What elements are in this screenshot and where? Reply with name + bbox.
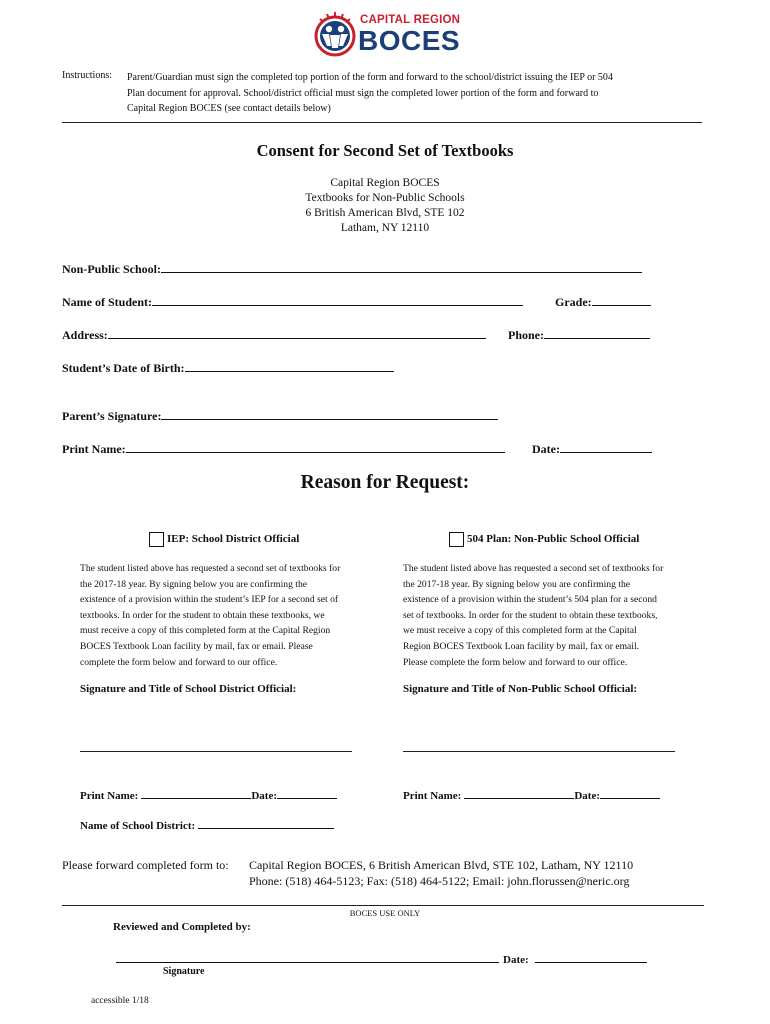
iep-checkbox-label: IEP: School District Official — [167, 533, 300, 545]
student-name-field[interactable] — [152, 293, 523, 306]
phone-label: Phone: — [508, 328, 544, 342]
iep-checkbox[interactable] — [149, 532, 164, 547]
phone-row — [508, 326, 650, 343]
non-public-school-row — [62, 260, 642, 277]
reviewed-completed-label: Reviewed and Completed by: — [113, 921, 251, 933]
paragraph-line: existence of a provision within the student’s IEP for a second set of — [80, 594, 339, 606]
non-public-school-field[interactable] — [161, 260, 642, 273]
reason-heading: Reason for Request: — [300, 472, 470, 493]
grade-row — [555, 293, 651, 310]
paragraph-line: the 2017-18 year. By signing below you are confirming the — [403, 578, 631, 590]
divider — [62, 905, 704, 906]
address-line: 6 British American Blvd, STE 102 — [305, 207, 465, 219]
paragraph-line: must receive a copy of this completed form at the Capital Region — [80, 625, 331, 637]
address-line: Latham, NY 12110 — [340, 222, 430, 234]
district-print-name-label: Print Name: — [80, 790, 139, 802]
parent-signature-label: Parent’s Signature: — [62, 409, 162, 423]
reviewer-signature-row — [116, 950, 647, 966]
dob-row — [62, 359, 394, 376]
date-field[interactable] — [560, 440, 652, 453]
forward-address: Capital Region BOCES, 6 British American Blvd, STE 102, Latham, NY 12110 — [249, 858, 634, 872]
reviewer-date-label: Date: — [503, 954, 529, 966]
504-plan-paragraph — [403, 561, 715, 670]
district-print-name-field[interactable] — [141, 786, 251, 799]
school-district-label: Name of School District: — [80, 820, 196, 832]
paragraph-line: complete the form below and forward to our office. — [80, 656, 278, 668]
print-name-field[interactable] — [126, 440, 505, 453]
paragraph-line: The student listed above has requested a second set of textbooks for — [403, 563, 664, 574]
print-name-label: Print Name: — [62, 442, 126, 456]
boces-use-only-label: BOCES USE ONLY — [349, 908, 421, 918]
instructions-text — [127, 70, 687, 117]
logo-people-icon — [312, 10, 358, 62]
print-name-row — [62, 440, 505, 457]
non-public-official-signature-title: Signature and Title of Non-Public School Official: — [403, 683, 638, 695]
student-name-row — [62, 293, 523, 310]
student-name-label: Name of Student: — [62, 295, 152, 309]
iep-paragraph — [80, 561, 392, 670]
instructions-label: Instructions: — [62, 70, 112, 81]
phone-field[interactable] — [544, 326, 650, 339]
reviewer-signature-caption: Signature — [163, 966, 205, 977]
address-field[interactable] — [108, 326, 486, 339]
paragraph-line: textbooks. In order for the student to obtain these textbooks, we — [80, 609, 325, 621]
date-row — [532, 440, 652, 457]
dob-field[interactable] — [185, 359, 394, 372]
dob-label: Student’s Date of Birth: — [62, 361, 185, 375]
paragraph-line: BOCES Textbook Loan facility by mail, fax or email. Please — [80, 640, 313, 652]
paragraph-line: Please complete the form below and forward to our office. — [403, 656, 628, 668]
non-public-school-label: Non-Public School: — [62, 262, 162, 276]
non-public-print-name-label: Print Name: — [403, 790, 462, 802]
district-official-signature-line[interactable] — [80, 751, 352, 752]
instructions-line: Plan document for approval. School/district official must sign the completed lower portion of the form and forward to — [127, 87, 599, 99]
forward-contact: Phone: (518) 464-5123; Fax: (518) 464-5122; Email: john.florussen@neric.org — [249, 874, 630, 888]
reviewer-date-field[interactable] — [535, 950, 647, 963]
school-district-row — [80, 816, 334, 832]
logo-text-capital-region: CAPITAL REGION — [360, 14, 461, 26]
divider — [62, 122, 702, 123]
parent-signature-row — [62, 407, 498, 424]
district-print-name-row — [80, 786, 337, 802]
footer-version: accessible 1/18 — [91, 996, 149, 1006]
form-title: Consent for Second Set of Textbooks — [256, 141, 514, 160]
capital-region-boces-logo — [312, 10, 462, 62]
parent-signature-field[interactable] — [161, 407, 498, 420]
reviewer-signature-field[interactable] — [116, 950, 499, 963]
grade-label: Grade: — [555, 295, 592, 309]
grade-field[interactable] — [592, 293, 651, 306]
paragraph-line: we must receive a copy of this completed form at the Capital — [403, 625, 637, 637]
instructions-line: Capital Region BOCES (see contact details below) — [127, 103, 331, 114]
non-public-official-signature-line[interactable] — [403, 751, 675, 752]
non-public-print-name-row — [403, 786, 660, 802]
school-district-field[interactable] — [198, 816, 334, 829]
district-date-label: Date: — [251, 790, 277, 802]
forward-label: Please forward completed form to: — [62, 858, 229, 872]
district-official-signature-title: Signature and Title of School District Official: — [80, 683, 297, 695]
instructions-line: Parent/Guardian must sign the completed top portion of the form and forward to the school/district issuing the IEP or 504 — [127, 72, 613, 83]
address-row — [62, 326, 486, 343]
non-public-print-name-field[interactable] — [464, 786, 574, 799]
paragraph-line: existence of a provision within the student’s 504 plan for a second — [403, 594, 657, 606]
paragraph-line: The student listed above has requested a second set of textbooks for — [80, 563, 341, 574]
address-label: Address: — [62, 328, 108, 342]
paragraph-line: the 2017-18 year. By signing below you are confirming the — [80, 578, 308, 590]
address-line: Capital Region BOCES — [330, 177, 440, 189]
paragraph-line: Region BOCES Textbook Loan facility by mail, fax or email. — [403, 640, 640, 652]
district-date-field[interactable] — [277, 786, 337, 799]
logo-text-boces: BOCES — [358, 25, 461, 56]
non-public-date-field[interactable] — [600, 786, 660, 799]
504-plan-checkbox-label: 504 Plan: Non-Public School Official — [467, 533, 640, 545]
address-line: Textbooks for Non-Public Schools — [305, 192, 465, 204]
date-label: Date: — [532, 442, 560, 456]
504-plan-checkbox[interactable] — [449, 532, 464, 547]
paragraph-line: set of textbooks. In order for the student to obtain these textbooks, — [403, 609, 658, 621]
non-public-date-label: Date: — [574, 790, 600, 802]
boces-address — [0, 176, 770, 236]
